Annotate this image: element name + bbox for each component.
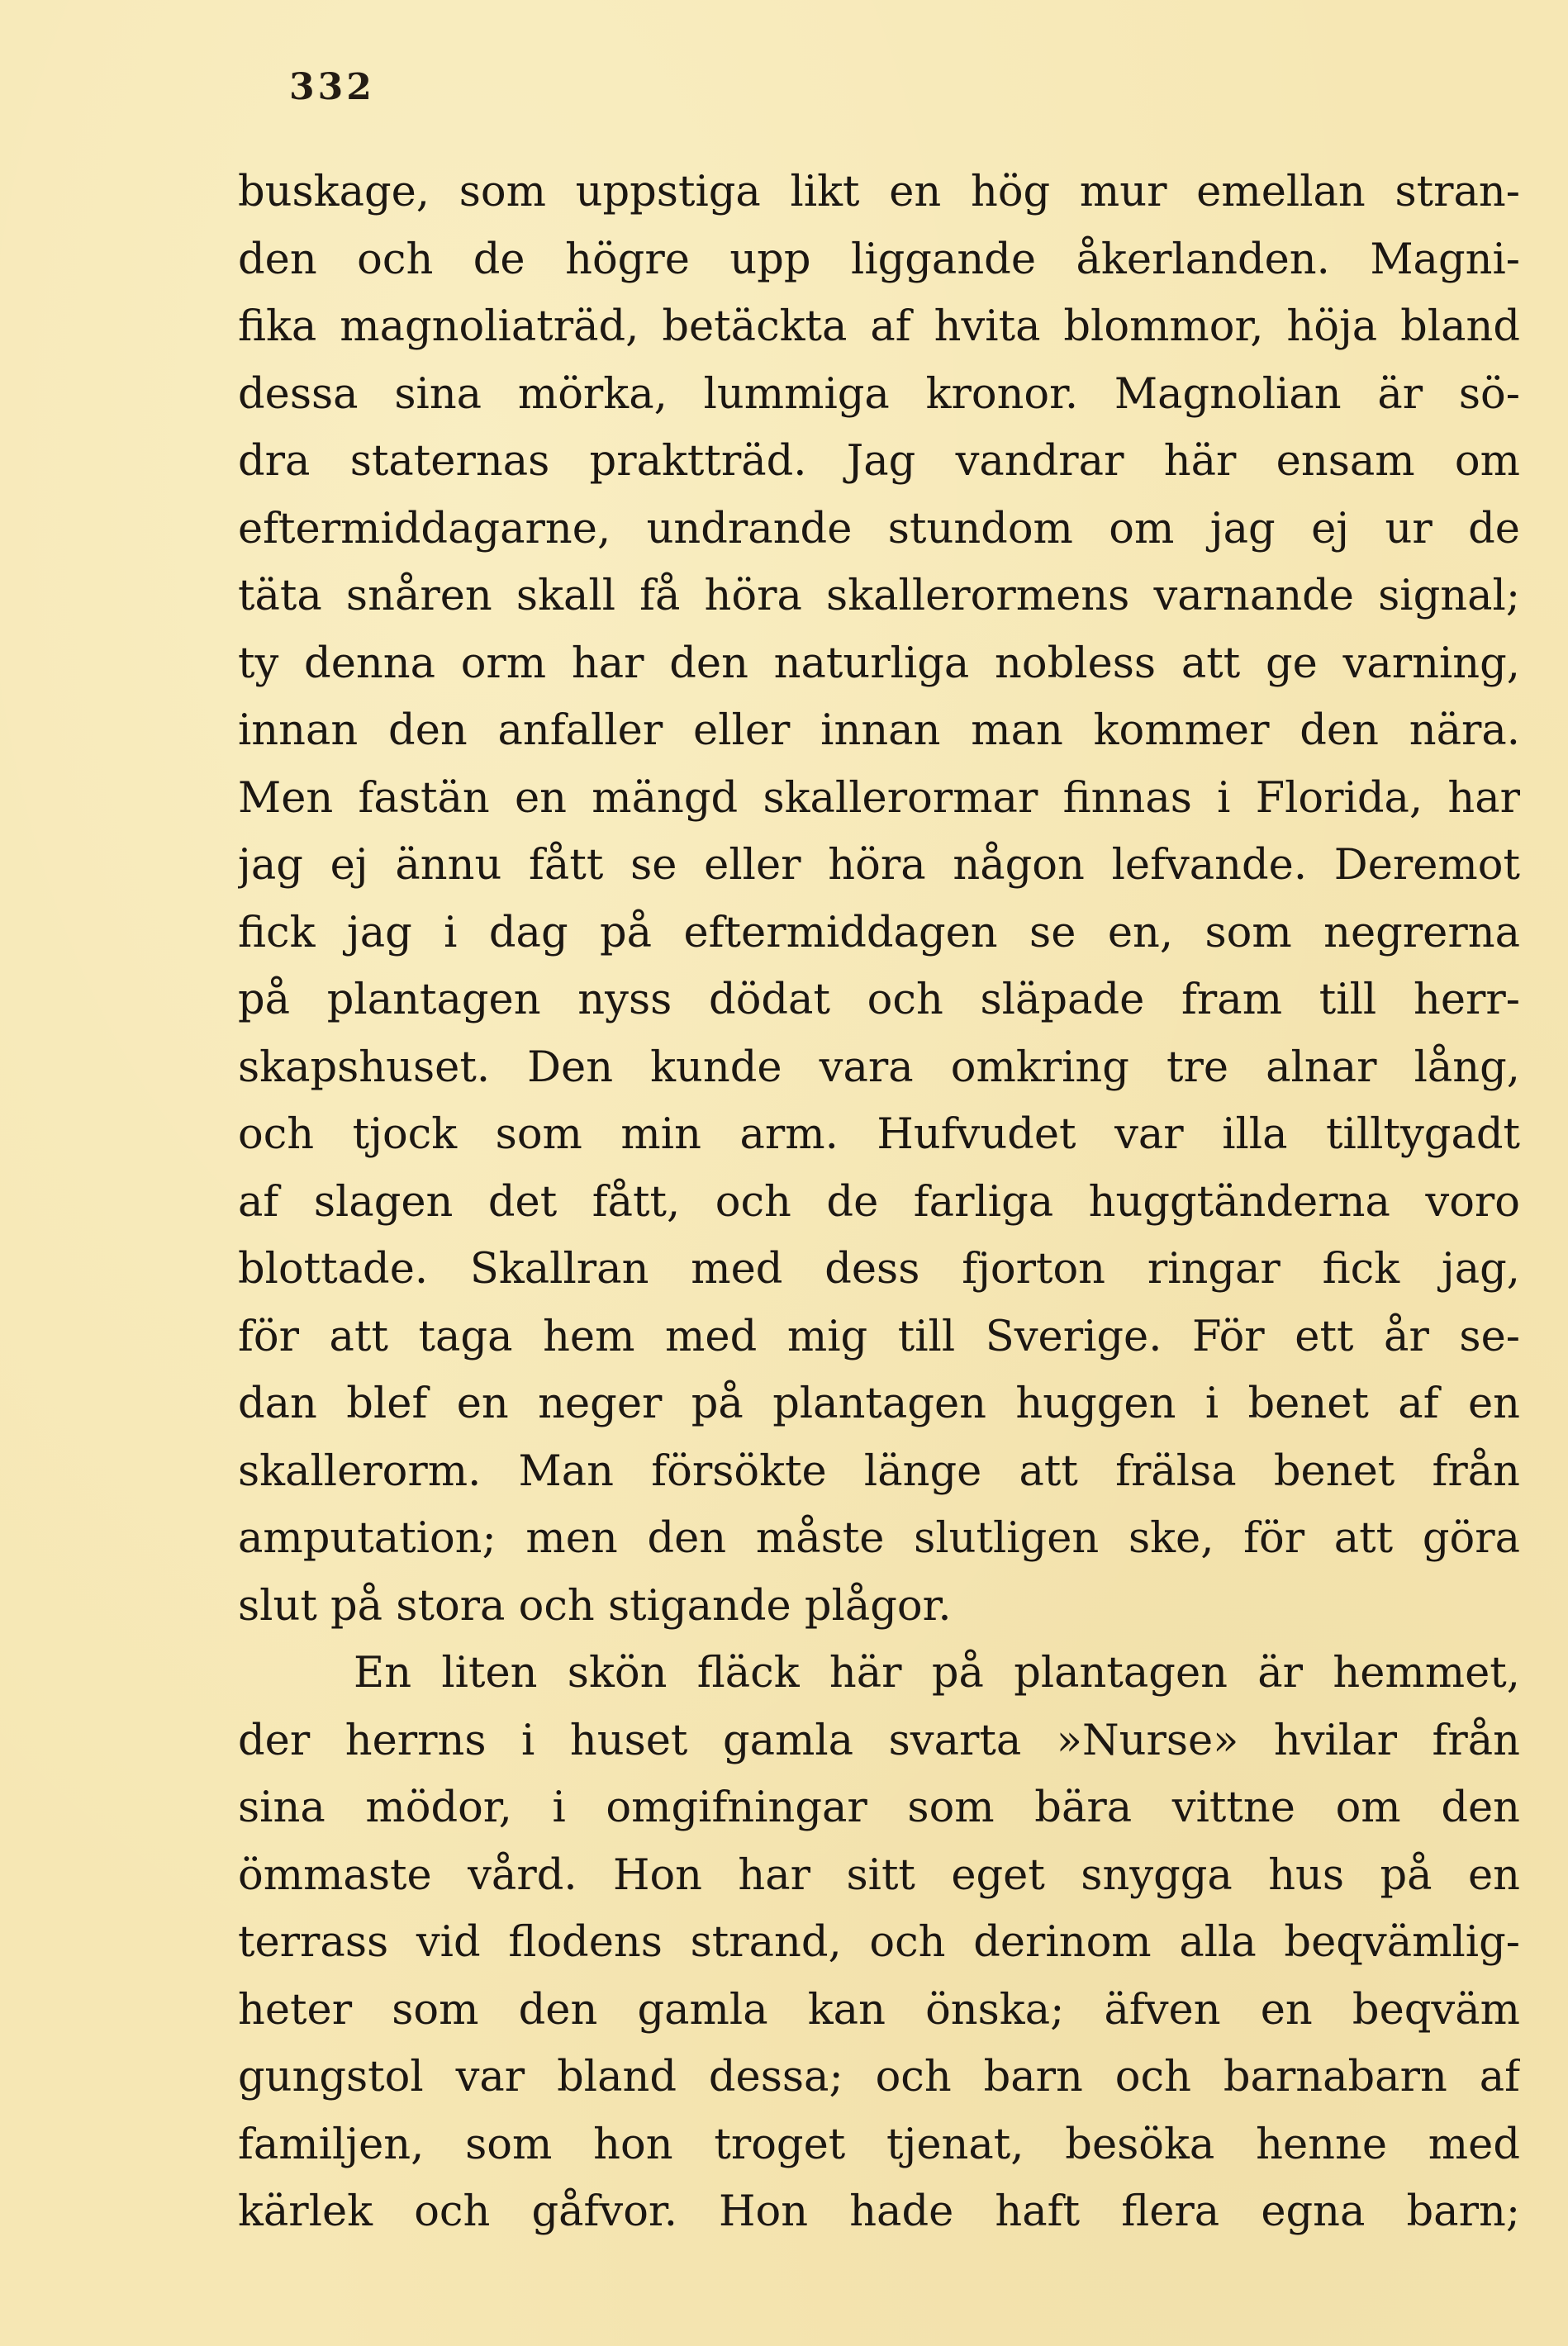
text-line: den och de högre upp liggande åkerlanden. Magni- [238,235,1520,284]
text-line: innan den anfaller eller innan man kommer den nära. [238,706,1520,755]
text-line: dra staternas praktträd. Jag vandrar här ensam om [238,437,1520,486]
body-text [238,159,1520,2246]
text-line: amputation; men den måste slutligen ske, för att göra [238,1514,1520,1563]
text-line: buskage, som uppstiga likt en hög mur emellan stran- [238,168,1520,216]
paragraph-end-line: slut på stora och stigande plågor. [238,1581,952,1631]
text-line: heter som den gamla kan önska; äfven en beqväm [238,1985,1520,2035]
text-line: der herrns i huset gamla svarta »Nurse» hvilar från [238,1716,1520,1765]
text-line: kärlek och gåfvor. Hon hade haft flera egna barn; [238,2187,1520,2236]
text-line: ty denna orm har den naturliga nobless att ge varning, [238,639,1520,688]
text-line: täta snåren skall få höra skallerormens varnande signal; [238,572,1520,620]
text-line: blottade. Skallran med dess fjorton ringar fick jag, [238,1245,1520,1294]
text-line: och tjock som min arm. Hufvudet var illa tilltygadt [238,1110,1520,1159]
text-line: af slagen det fått, och de farliga huggtänderna voro [238,1177,1520,1227]
text-line: dan blef en neger på plantagen huggen i benet af en [238,1380,1520,1428]
page-number: 332 [289,66,375,108]
text-line: terrass vid flodens strand, och derinom alla beqvämlig- [238,1918,1520,1967]
text-line: sina mödor, i omgifningar som bära vittne om den [238,1783,1520,1832]
text-line: eftermiddagarne, undrande stundom om jag ej ur de [238,504,1520,553]
paragraph-start-line: En liten skön fläck här på plantagen är hemmet, [354,1649,1520,1698]
text-line: gungstol var bland dessa; och barn och barnabarn af [238,2053,1520,2101]
text-line: skapshuset. Den kunde vara omkring tre alnar lång, [238,1042,1520,1092]
text-line: Men fastän en mängd skallerormar finnas i Florida, har [238,773,1520,823]
text-line: jag ej ännu fått se eller höra någon lefvande. Deremot [238,841,1520,890]
text-line: på plantagen nyss dödat och släpade fram till herr- [238,976,1520,1024]
text-line: fick jag i dag på eftermiddagen se en, som negrerna [238,908,1520,957]
text-line: fika magnoliaträd, betäckta af hvita blommor, höja bland [238,302,1520,351]
text-line: familjen, som hon troget tjenat, besöka henne med [238,2120,1520,2169]
text-line: ömmaste vård. Hon har sitt eget snygga hus på en [238,1850,1520,1900]
text-line: skallerorm. Man försökte länge att frälsa benet från [238,1446,1520,1496]
text-line: dessa sina mörka, lummiga kronor. Magnolian är sö- [238,369,1520,419]
text-line: för att taga hem med mig till Sverige. För ett år se- [238,1312,1520,1361]
